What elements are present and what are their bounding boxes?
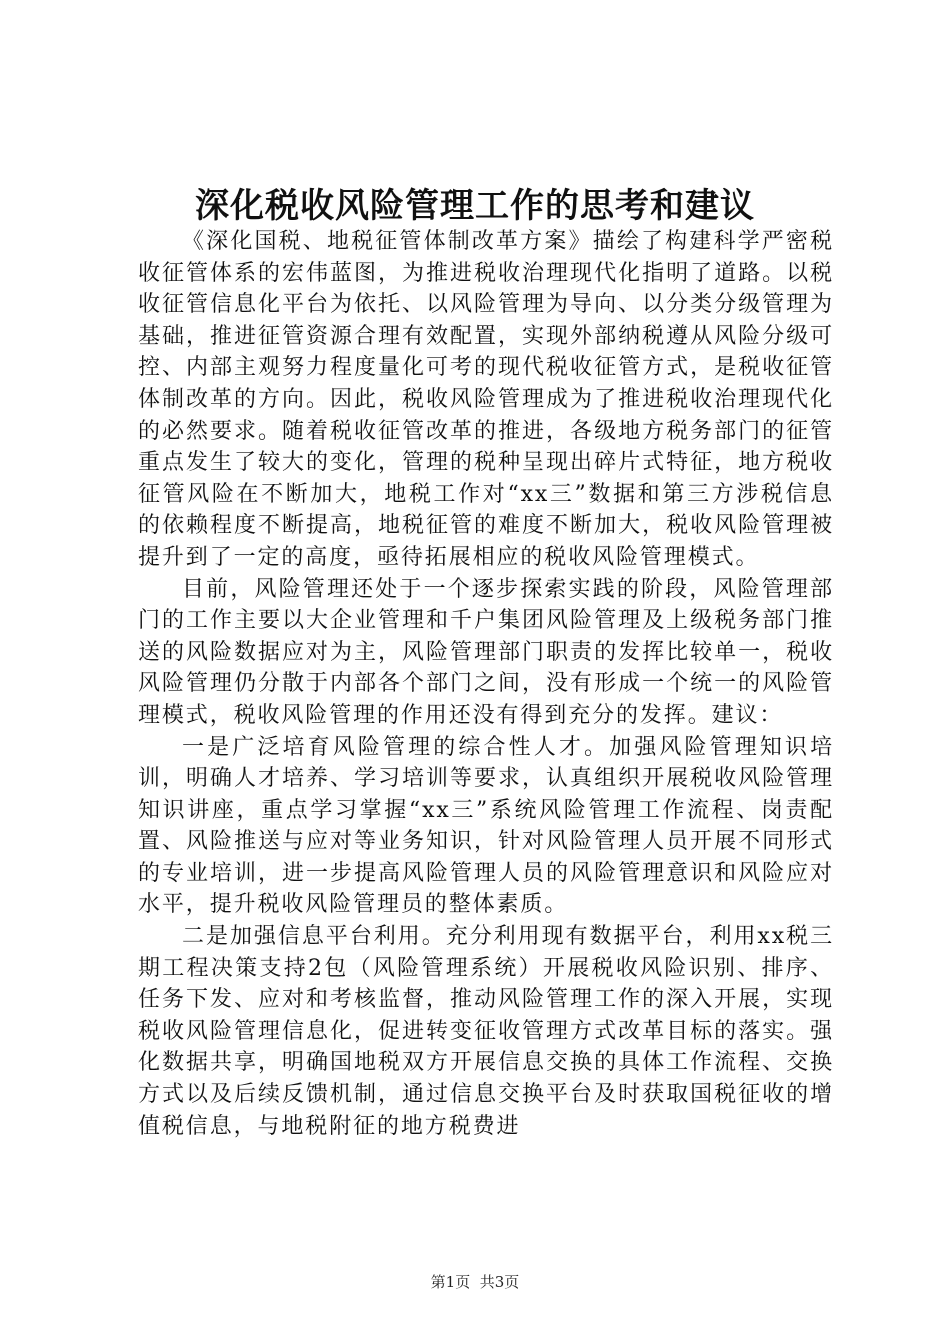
paragraph-intro: 《深化国税、地税征管体制改革方案》描绘了构建科学严密税收征管体系的宏伟蓝图，为推进税收治理现代化指明了道路。以税收征管信息化平台为依托、以风险管理为导向、以分类分级管理为基础，推进征管资源合理有效配置，实现外部纳税遵从风险分级可控、内部主观努力程度量化可考的现代税收征管方式，是税收征管体制改革的方向。因此，税收风险管理成为了推进税收治理现代化的必然要求。随着税收征管改革的推进，各级地方税务部门的征管重点发生了较大的变化，管理的税种呈现出碎片式特征，地方税收征管风险在不断加大，地税工作对“xx三”数据和第三方涉税信息的依赖程度不断提高，地税征管的难度不断加大，税收风险管理被提升到了一定的高度，亟待拓展相应的税收风险管理模式。 — [138, 229, 834, 570]
paragraph-current-status: 目前，风险管理还处于一个逐步探索实践的阶段，风险管理部门的工作主要以大企业管理和千户集团风险管理及上级税务部门推送的风险数据应对为主，风险管理部门职责的发挥比较单一，税收风险管理仍分散于内部各个部门之间，没有形成一个统一的风险管理模式，税收风险管理的作用还没有得到充分的发挥。建议： — [138, 576, 834, 728]
page-number-current: 第1页 — [430, 1273, 471, 1291]
document-title: 深化税收风险管理工作的思考和建议 — [195, 186, 755, 226]
page-number-total: 共3页 — [479, 1273, 520, 1291]
paragraph-suggestion-talent: 一是广泛培育风险管理的综合性人才。加强风险管理知识培训，明确人才培养、学习培训等要求，认真组织开展税收风险管理知识讲座，重点学习掌握“xx三”系统风险管理工作流程、岗责配置、风险推送与应对等业务知识，针对风险管理人员开展不同形式的专业培训，进一步提高风险管理人员的风险管理意识和风险应对水平，提升税收风险管理员的整体素质。 — [138, 734, 834, 918]
document-body — [138, 226, 834, 1142]
page-footer — [0, 1272, 950, 1292]
paragraph-suggestion-platform: 二是加强信息平台利用。充分利用现有数据平台，利用xx税三期工程决策支持2包（风险管理系统）开展税收风险识别、排序、任务下发、应对和考核监督，推动风险管理工作的深入开展，实现税收风险管理信息化，促进转变征收管理方式改革目标的落实。强化数据共享，明确国地税双方开展信息交换的具体工作流程、交换方式以及后续反馈机制，通过信息交换平台及时获取国税征收的增值税信息，与地税附征的地方税费进 — [138, 924, 834, 1139]
